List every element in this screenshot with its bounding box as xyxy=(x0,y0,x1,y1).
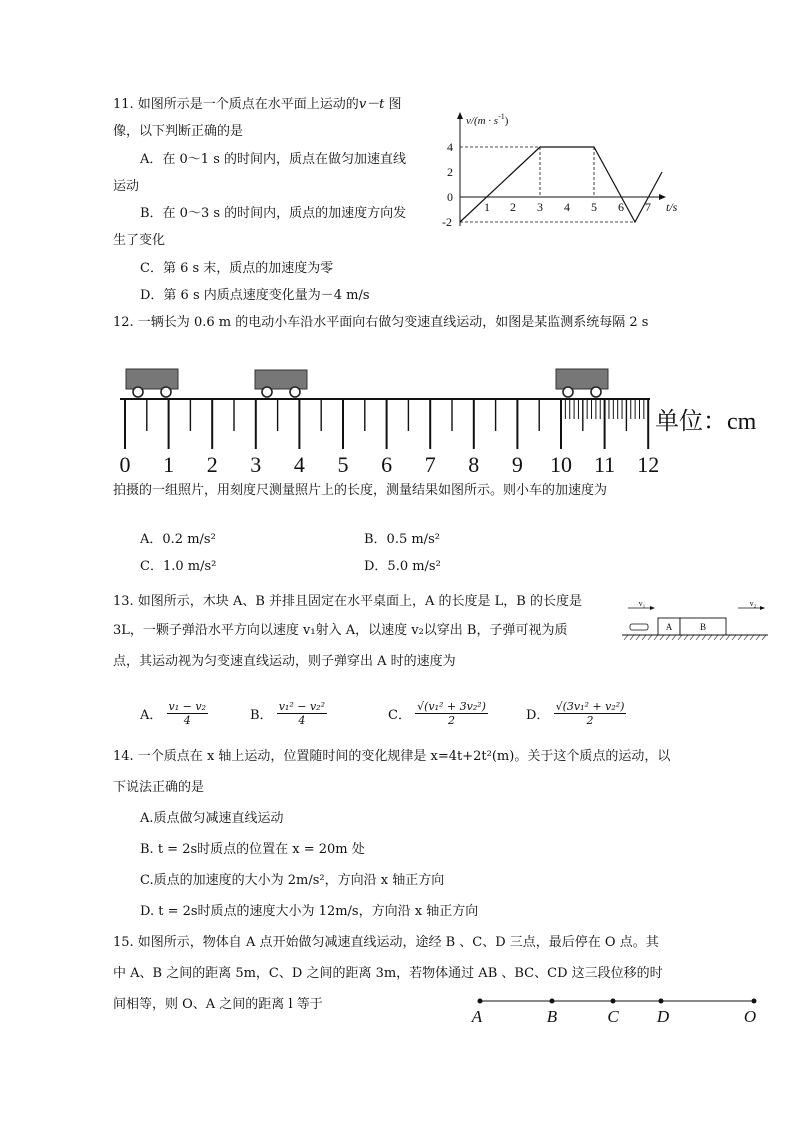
q14-option-b: B. t = 2s时质点的位置在 x = 20m 处 xyxy=(140,842,365,857)
ground-hatch xyxy=(690,635,694,640)
point-o-dot xyxy=(752,999,757,1004)
q12-option-a: A．0.2 m/s² xyxy=(140,532,216,547)
ground-hatch xyxy=(750,635,754,640)
vt-ytick: 2 xyxy=(447,165,453,179)
ruler-ticks xyxy=(125,399,648,449)
ruler-number: 2 xyxy=(206,452,218,477)
ruler-number: 1 xyxy=(163,452,175,477)
ground-hatch xyxy=(720,635,724,640)
ruler-number: 0 xyxy=(119,452,131,477)
q11-stem-line2: 像，以下判断正确的是 xyxy=(113,124,244,139)
q11-option-b-cont: 生了变化 xyxy=(113,233,166,248)
q12-ruler-figure xyxy=(110,364,770,479)
q11-option-a: A．在 0～1 s 的时间内，质点在做匀加速直线 xyxy=(140,152,406,167)
ruler-number: 9 xyxy=(511,452,523,477)
ruler-number: 7 xyxy=(424,452,436,477)
q12-stem-line2: 拍摄的一组照片，用刻度尺测量照片上的长度，测量结果如图所示。则小车的加速度为 xyxy=(113,483,608,498)
ground-hatch xyxy=(702,635,706,640)
point-d-dot xyxy=(659,999,664,1004)
v1-label: v₁ xyxy=(638,599,646,608)
q14-option-d: D. t = 2s时质点的速度大小为 12m/s，方向沿 x 轴正方向 xyxy=(140,904,479,919)
q14-option-a: A.质点做匀减速直线运动 xyxy=(140,811,284,826)
ruler-number: 8 xyxy=(468,452,480,477)
q12-stem-line1: 12. 一辆长为 0.6 m 的电动小车沿水平面向右做匀变速直线运动，如图是某监测系统每隔 2 s xyxy=(113,315,649,330)
point-b-label: B xyxy=(546,1007,558,1026)
q13-option-c: C． $\frac{\text{√(v₁² + 3v₂²)}}{2}$ xyxy=(388,700,486,727)
vt-xtick: 5 xyxy=(591,200,597,214)
q13-option-d: D． $\frac{\text{√(3v₁² + v₂²)}}{2}$ xyxy=(526,700,625,727)
q12-option-b: B．0.5 m/s² xyxy=(364,532,440,547)
ground-hatch xyxy=(708,635,712,640)
car-3 xyxy=(556,369,608,397)
ground-hatch xyxy=(696,635,700,640)
q11-option-c: C．第 6 s 末，质点的加速度为零 xyxy=(140,261,334,276)
ground-hatch xyxy=(738,635,742,640)
ground-hatch xyxy=(714,635,718,640)
q14-stem-line2: 下说法正确的是 xyxy=(113,780,205,795)
ground-hatch xyxy=(672,635,676,640)
ruler-number: 11 xyxy=(594,452,616,477)
point-d-label: D xyxy=(656,1007,670,1026)
ground-hatch xyxy=(648,635,652,640)
car-1 xyxy=(126,369,178,397)
q14-option-c: C.质点的加速度的大小为 2m/s²，方向沿 x 轴正方向 xyxy=(140,873,445,888)
vt-ytick: 0 xyxy=(447,190,453,204)
vt-y-arrow xyxy=(457,112,463,119)
q14-stem-line1: 14. 一个质点在 x 轴上运动，位置随时间的变化规律是 x=4t+2t²(m)。关于这个质点的运动，以 xyxy=(113,749,671,764)
q15-stem-line3: 间相等，则 O、A 之间的距离 l 等于 xyxy=(113,997,323,1012)
vt-xtick: 7 xyxy=(645,200,651,214)
ground-hatch xyxy=(744,635,748,640)
ground-hatch xyxy=(630,635,634,640)
vt-x-label: t/s xyxy=(666,200,678,214)
bullet xyxy=(630,624,648,630)
point-b-dot xyxy=(550,999,555,1004)
ruler-labels xyxy=(120,452,660,477)
ground-hatch xyxy=(636,635,640,640)
q11-option-a-cont: 运动 xyxy=(113,179,140,194)
vt-y-label: $v/(m \cdot s^{-1})$ xyxy=(466,112,509,127)
vt-xtick: 2 xyxy=(510,200,516,214)
q15-line-figure xyxy=(466,992,766,1028)
ground-hatch xyxy=(660,635,664,640)
vt-xtick: 3 xyxy=(537,200,543,214)
q13-option-a: A． $\frac{\text{v₁ − v₂}}{4}$ xyxy=(140,700,206,727)
vt-ytick: 4 xyxy=(447,140,453,154)
q11-option-b: B．在 0～3 s 的时间内，质点的加速度方向发 xyxy=(140,206,407,221)
ruler-number: 6 xyxy=(381,452,393,477)
ruler-number: 4 xyxy=(293,452,305,477)
q11-option-d: D．第 6 s 内质点速度变化量为－4 m/s xyxy=(140,288,370,303)
q12-option-c: C．1.0 m/s² xyxy=(140,559,217,574)
v2-label: v₂ xyxy=(749,599,757,608)
ground-hatch xyxy=(732,635,736,640)
q13-option-b: B． $\frac{\text{v₁² − v₂²}}{4}$ xyxy=(250,700,325,727)
ground-hatch xyxy=(666,635,670,640)
ruler-number: 5 xyxy=(337,452,349,477)
ground-hatch xyxy=(726,635,730,640)
q15-stem-line1: 15. 如图所示，物体自 A 点开始做匀减速直线运动，途经 B 、C、D 三点，最后停在 O 点。其 xyxy=(113,935,659,950)
vt-xtick: 4 xyxy=(564,200,570,214)
q12-option-d: D．5.0 m/s² xyxy=(364,559,441,574)
point-o-label: O xyxy=(743,1007,757,1026)
ruler-number: 10 xyxy=(550,452,572,477)
vt-xtick: 6 xyxy=(618,200,624,214)
point-a-label: A xyxy=(471,1007,483,1026)
vt-data-line xyxy=(460,147,662,222)
q13-bullet-figure xyxy=(620,598,770,648)
ground-hatch xyxy=(642,635,646,640)
ground-hatch xyxy=(624,635,628,640)
ground-hatch xyxy=(654,635,658,640)
point-c-label: C xyxy=(607,1007,619,1026)
vt-x-arrow xyxy=(659,194,666,200)
ground-hatch xyxy=(684,635,688,640)
q13-stem-line3: 点，其运动视为匀变速直线运动，则子弹穿出 A 时的速度为 xyxy=(113,654,456,669)
block-a-label: A xyxy=(665,622,673,632)
q11-stem-line1: 11. 如图所示是一个质点在水平面上运动的v－t 图 xyxy=(113,97,402,112)
point-c-dot xyxy=(611,999,616,1004)
q15-stem-line2: 中 A、B 之间的距离 5m，C、D 之间的距离 3m，若物体通过 AB 、BC、CD 这三段位移的时 xyxy=(113,966,663,981)
q13-stem-line1: 13. 如图所示，木块 A、B 并排且固定在水平桌面上，A 的长度是 L，B 的长度是 xyxy=(113,594,582,609)
ruler-unit-label: 单位：cm xyxy=(655,409,757,435)
ground-hatch xyxy=(678,635,682,640)
q13-stem-line2: 3L，一颗子弹沿水平方向以速度 v₁射入 A，以速度 v₂以穿出 B，子弹可视为质 xyxy=(113,623,568,638)
ruler-number: 12 xyxy=(637,452,660,477)
ground-hatch xyxy=(762,635,766,640)
vt-ytick: -2 xyxy=(442,215,452,229)
vt-xtick: 1 xyxy=(484,200,490,214)
car-2 xyxy=(255,370,307,397)
ruler-number: 3 xyxy=(250,452,262,477)
point-a-dot xyxy=(478,999,483,1004)
q11-vt-graph xyxy=(440,108,690,236)
block-b-label: B xyxy=(699,622,707,632)
ground-hatch xyxy=(756,635,760,640)
